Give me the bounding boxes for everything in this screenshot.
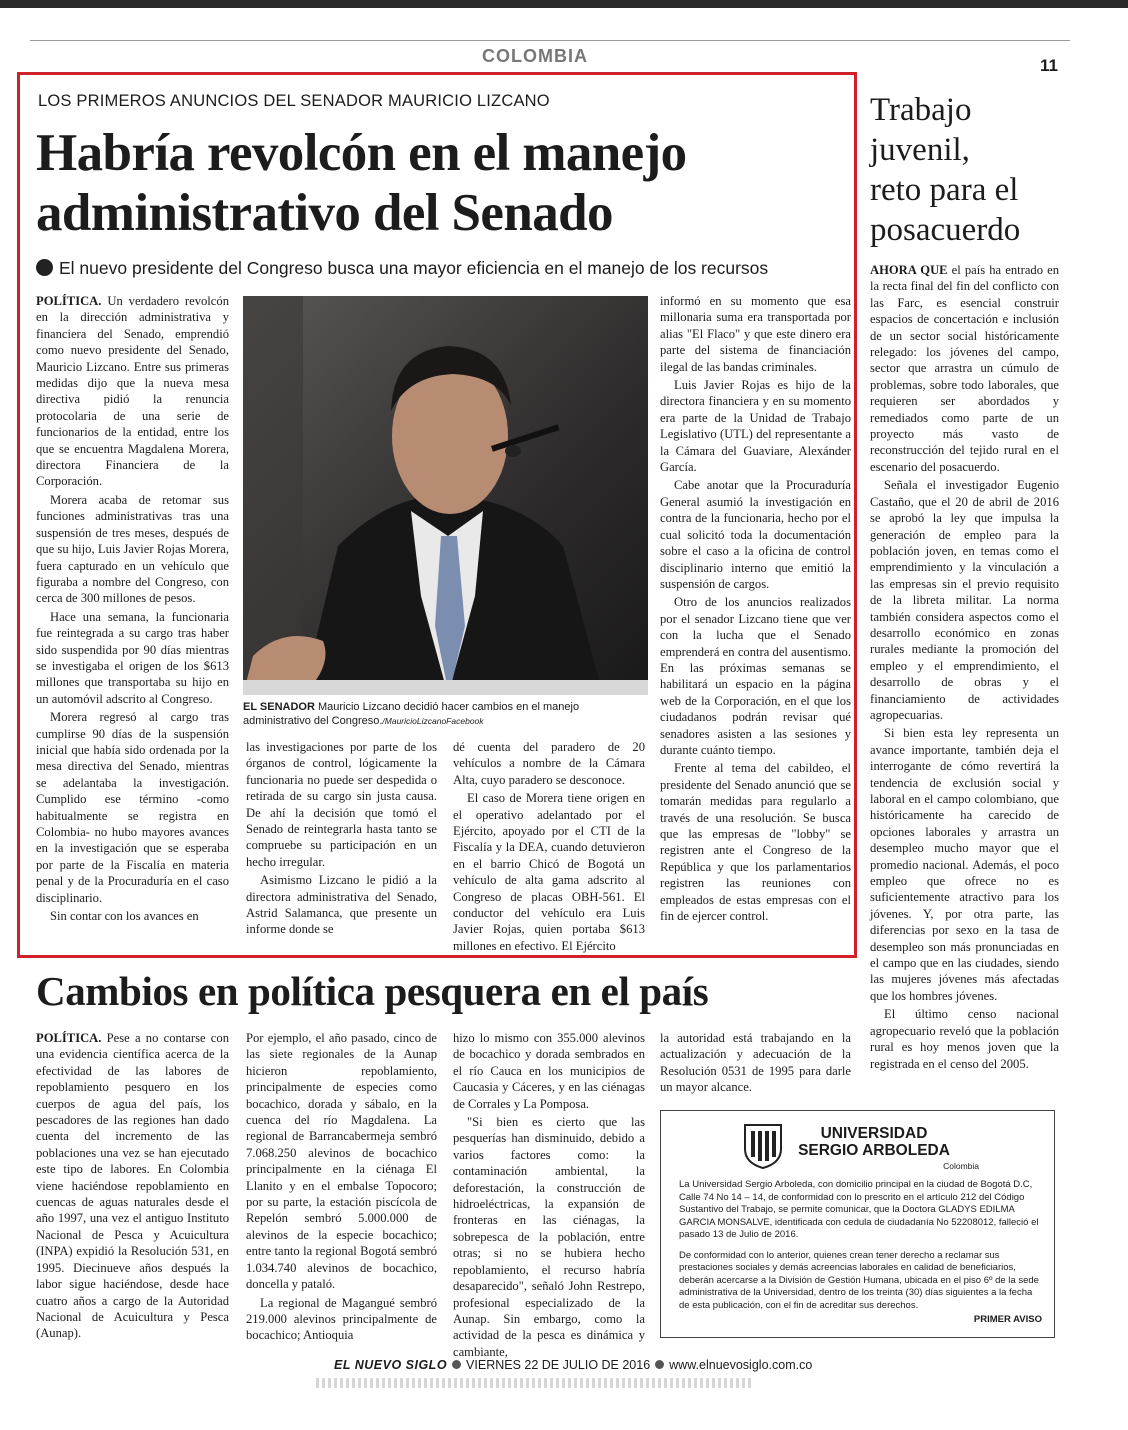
paragraph (660, 594, 851, 758)
paragraph-text: Si bien esta ley representa un avance importante, también deja el interrogante de cómo revertirá la tendencia de exclusión social y laboral en el campo colombiano, que históricamente ha carecido de opciones laborales y arrastra un desempleo mucho mayor que el promedio nacional. Además, el poco empleo que ofrece no es suficientemente atractivo para los jóvenes. Y, por otra parte, las diferencias por sexo en la tasa de desempleo son más pronunciadas en el campo que en las ciudades, siendo las mujeres jóvenes más afectadas que los hombres jóvenes. (870, 726, 1059, 1003)
subhead-text: El nuevo presidente del Congreso busca una mayor eficiencia en el manejo de los recursos (59, 258, 769, 278)
paragraph-text: Por ejemplo, el año pasado, cinco de las siete regionales de la Aunap hicieron repoblamiento, principalmente de especies como bocachico, dorada y sábalo, en la cuenca del río Magdalena. La regional de Barrancabermeja sembró 7.068.250 alevinos de bocachico principalmente en la ciénaga El Llanito y en el embalse Topocoro; por su parte, la estación piscícola de Repelón sembró 5.000.000 de alevinos de la especie bocachico; entre tanto la regional Bogotá sembró 1.034.740 alevinos de bocachico, doncella y pataló. (246, 1031, 437, 1292)
paragraph (660, 377, 851, 475)
paragraph (36, 908, 229, 924)
paragraph-text: Morera acaba de retomar sus funciones administrativas tras una suspensión de tres meses, después de que su hijo, Luis Javier Rojas Morera, fuera capturado en un vehículo que figuraba a nombre del Congreso, con cerca de 300 millones de pesos. (36, 492, 229, 606)
paragraph-lead: POLÍTICA. (36, 1031, 102, 1045)
bullet-icon (36, 259, 53, 276)
paragraph (36, 293, 229, 490)
paragraph-text: informó en su momento que esa millonaria suma era transportada por alias "El Flaco" y que este dinero era parte del sistema de financiación ilegal de las bandas criminales. (660, 294, 851, 374)
photo-credit: /MauricioLizcanoFacebook (382, 716, 484, 726)
separator-dot-icon (655, 1360, 664, 1369)
paragraph-lead: AHORA QUE (870, 263, 948, 277)
paragraph-text: Un verdadero revolcón en la dirección administrativa y financiera del Senado, emprendió como nuevo presidente del Senado, Mauricio Lizcano. Entre sus primeras medidas dijo que la nueva mesa directiva pidió la renuncia protocolaria de una serie de funcionarios de la entidad, entre los que se encuentra Magdalena Morera, directora Financiera de la Corporación. (36, 294, 229, 489)
page-number: 11 (1040, 56, 1058, 75)
footer-url[interactable]: www.elnuevosiglo.com.co (669, 1358, 813, 1372)
top-edge-rule (0, 0, 1128, 8)
paragraph (36, 492, 229, 607)
paragraph-text: Sin contar con los avances en (50, 909, 199, 924)
paragraph (453, 790, 645, 954)
newspaper-brand: EL NUEVO SIGLO (334, 1358, 448, 1372)
paragraph-text: Asimismo Lizcano le pidió a la directora administrativa del Senado, Astrid Salamanca, que presente un informe donde se (246, 873, 437, 937)
university-name-line: SERGIO ARBOLEDA (798, 1142, 950, 1159)
paragraph (36, 609, 229, 707)
headline-line-1: Habría revolcón en el manejo (36, 124, 687, 182)
paragraph (660, 293, 851, 375)
paragraph (660, 1030, 851, 1096)
paragraph (453, 1030, 645, 1112)
separator-dot-icon (452, 1360, 461, 1369)
footer-date: VIERNES 22 DE JULIO DE 2016 (466, 1358, 651, 1372)
paragraph-text: El caso de Morera tiene origen en el operativo adelantado por el Ejército, apoyado por el CTI de la Fiscalía y la DEA, cuando detuvieron en el barrio Chicó de Bogotá un vehículo de alta gama adscrito al Congreso de placas OBH-561. El conductor del vehículo era Luis Javier Rojas, quien portaba $613 millones en efectivo. El Ejército (453, 791, 645, 953)
side-headline-line: Trabajo (870, 92, 972, 128)
article-column-2 (246, 739, 437, 940)
article-kicker: LOS PRIMEROS ANUNCIOS DEL SENADOR MAURICIO LIZCANO (38, 92, 550, 110)
paragraph-text: el país ha entrado en la recta final del fin del conflicto con las Farc, es esencial construir espacios de concertación e inclusión de un sector social históricamente relegado: los jóvenes del campo, sector que arrastra un cúmulo de problemas, sobre todo laborales, que requieren ser abordados y remediados como parte de un proyecto más vasto de reconstrucción del tejido rural en el escenario del posacuerdo. (870, 263, 1059, 474)
second-article-column-3 (453, 1030, 645, 1362)
paragraph (246, 739, 437, 870)
article-column-1 (36, 293, 229, 926)
second-article-column-1 (36, 1030, 229, 1344)
paragraph (36, 1030, 229, 1342)
paragraph-text: El último censo nacional agropecuario reveló que la población rural es hoy menos joven que la registrada en el censo del 2005. (870, 1007, 1059, 1071)
paragraph-text: dé cuenta del paradero de 20 vehículos a nombre de la Cámara Alta, cuyo paradero se desconoce. (453, 740, 645, 787)
footer-noise (316, 1378, 752, 1388)
second-article-column-2 (246, 1030, 437, 1346)
university-name-line: UNIVERSIDAD (820, 1125, 928, 1142)
second-article-headline: Cambios en política pesquera en el país (36, 968, 709, 1014)
side-headline-line: juvenil, (870, 132, 970, 168)
paragraph (870, 1006, 1059, 1072)
paragraph-text: Señala el investigador Eugenio Castaño, que el 20 de abril de 2016 se aprobó la ley que impulsa la generación de empleo para la población joven, en temas como el emprendimiento y la vinculación a las empresas sin el previo requisito de la libreta militar. La norma también considera aspectos como el desarrollo económico en zonas rurales mediante la promoción del empleo y el emprendimiento, el desarrollo de obras y el financiamiento de actividades agropecuarias. (870, 478, 1059, 722)
paragraph-text: la autoridad está trabajando en la actualización y adecuación de la Resolución 0531 de 1995 para darle un mayor alcance. (660, 1031, 851, 1095)
paragraph (660, 760, 851, 924)
university-shield-icon (743, 1123, 783, 1169)
article-column-3 (453, 739, 645, 956)
paragraph-lead: POLÍTICA. (36, 294, 102, 308)
paragraph-text: Hace una semana, la funcionaria fue reintegrada a su cargo tras haber sido suspendida por 90 días mientras se investigaba el origen de los $613 millones que transportaba su hijo en un automóvil adscrito al Congreso. (36, 609, 229, 706)
paragraph (870, 262, 1059, 475)
university-notice-ad (660, 1110, 1055, 1338)
caption-text: Mauricio Lizcano decidió hacer cambios en el manejo administrativo del Congreso. (243, 701, 580, 727)
paragraph-text: Pese a no contarse con una evidencia científica acerca de la efectividad de las labores de repoblamiento pesquero en los cuerpos de agua del país, los pescadores de las regiones han dado cuenta del incremento de las poblaciones una vez se han ejecutado este tipo de labores. En Colombia viene haciéndose repoblamiento en cuencas de aguas naturales desde el año 1997, una vez el antiguo Instituto Nacional de Pesca y Acuicultura (INPA) expidió la Resolución 531, en 1995. Diecinueve años después la labor sigue haciéndose, desde hace cuatro años a cargo de la Autoridad Nacional de Acuicultura y Pesca (Aunap). (36, 1031, 229, 1341)
paragraph-text: La regional de Magangué sembró 219.000 alevinos principalmente de bocachico; Antioquia (246, 1295, 437, 1343)
side-headline-line: posacuerdo (870, 212, 1021, 248)
side-headline-line: reto para el (870, 172, 1019, 208)
paragraph-text: Luis Javier Rojas es hijo de la directora financiera y en su momento era parte de la Unidad de Trabajo Legislativo (UTL) del representante a la Cámara del Guaviare, Alexánder García. (660, 378, 851, 475)
paragraph-text: Otro de los anuncios realizados por el senador Lizcano tiene que ver con la lucha que el Senado emprenderá en contra del ausentismo. En las próximas semanas se habilitará un espacio en la página web de la Corporación, en el que los ciudadanos podrán revisar qué senadores asisten a las sesiones y durante cuánto tiempo. (660, 595, 851, 757)
photo-illustration (243, 296, 648, 695)
paragraph-text: "Si bien es cierto que las pesquerías han disminuido, debido a varios factores como: la contaminación ambiental, la deforestación, la construcción de hidroeléctricas, la expansión de fronteras en las ciénagas, la sobrepesca de la población, entre otras; si no se hubiera hecho repoblamiento, el recurso habría desaparecido", señaló John Restrepo, profesional especializado de la Aunap. Sin embargo, como la actividad de la pesca es dinámica y cambiante, (453, 1115, 645, 1359)
paragraph (453, 739, 645, 788)
paragraph (36, 709, 229, 906)
paragraph-text: hizo lo mismo con 355.000 alevinos de bocachico y dorada sembrados en el río Cauca en los municipios de Caucasia y Cáceres, y en las ciénagas de Corrales y La Pomposa. (453, 1031, 645, 1111)
paragraph (870, 725, 1059, 1004)
notice-paragraph-2: De conformidad con lo anterior, quienes crean tener derecho a reclamar sus prestaciones sociales y demás acreencias laborales en calidad de beneficiarios, deberán acercarse a la División de Gestión Humana, ubicada en el piso 6º de la sede administrativa de la Universidad, dentro de los treinta (30) días siguientes a la fecha de esta publicación, con el fin de acreditar sus derechos. (679, 1249, 1039, 1311)
paragraph (246, 1030, 437, 1293)
paragraph (870, 477, 1059, 723)
header-rule (30, 40, 1070, 41)
paragraph (246, 1295, 437, 1344)
paragraph (660, 477, 851, 592)
article-subhead (36, 258, 768, 279)
paragraph-text: Frente al tema del cabildeo, el presidente del Senado anunció que se tomarán medidas para regularlo a través de una resolución. Se busca que las empresas de "lobby" se registren ante el Congreso de la República y que los parlamentarios registren las reuniones con empleados de estas empresas con el fin de ejercer control. (660, 761, 851, 924)
article-column-4 (660, 293, 851, 926)
paragraph-text: Morera regresó al cargo tras cumplirse 90 días de la suspensión inicial que había sido ordenada por la mesa directiva del Senado, mientras se adelantaba la investigación. Cumplido ese término -como habitualmente se registra en Colombia- no hubo mayores avances en la investigación que se esperaba por parte de la Fiscalía en materia penal y de la Procuraduría en el caso disciplinario. (36, 710, 229, 905)
section-label: COLOMBIA (482, 46, 588, 66)
paragraph (453, 1114, 645, 1360)
page-footer (334, 1358, 834, 1372)
caption-lead: EL SENADOR (243, 701, 315, 713)
side-article-body (870, 262, 1059, 1074)
photo-caption (243, 700, 648, 728)
headline-line-2: administrativo del Senado (36, 184, 613, 242)
notice-footer: PRIMER AVISO (973, 1314, 1042, 1325)
notice-text (679, 1179, 1041, 1320)
second-article-column-4 (660, 1030, 851, 1098)
paragraph-text: las investigaciones por parte de los órganos de control, lógicamente la funcionaria no puede ser despedida o retirada de su cargo sin justa causa. De ahí la decisión que tomó el Senado de reintegrarla hasta tanto se compruebe su participación en un hecho irregular. (246, 740, 437, 869)
paragraph (246, 872, 437, 938)
university-country: Colombia (943, 1161, 979, 1171)
side-article-headline (870, 90, 1070, 250)
paragraph-text: Cabe anotar que la Procuraduría General asumió la investigación en contra de la funcionaria, hecho por el cual solicitó toda la documentación sobre el caso a la oficina de control disciplinario interno que emitió la suspensión de cargos. (660, 478, 851, 591)
university-name (789, 1125, 959, 1159)
senator-photo (243, 296, 648, 695)
article-headline (36, 123, 836, 243)
notice-paragraph-1: La Universidad Sergio Arboleda, con domicilio principal en la ciudad de Bogotá D.C, Calle 74 No 14 – 14, de conformidad con lo prescrito en el artículo 212 del Código Sustantivo del Trabajo, se permite comunicar, que la Doctora GLADYS EDILMA GARCIA MONSALVE, identificada con cedula de ciudadanía No 52208012, falleció el pasado 13 de Julio de 2016. (679, 1179, 1039, 1240)
